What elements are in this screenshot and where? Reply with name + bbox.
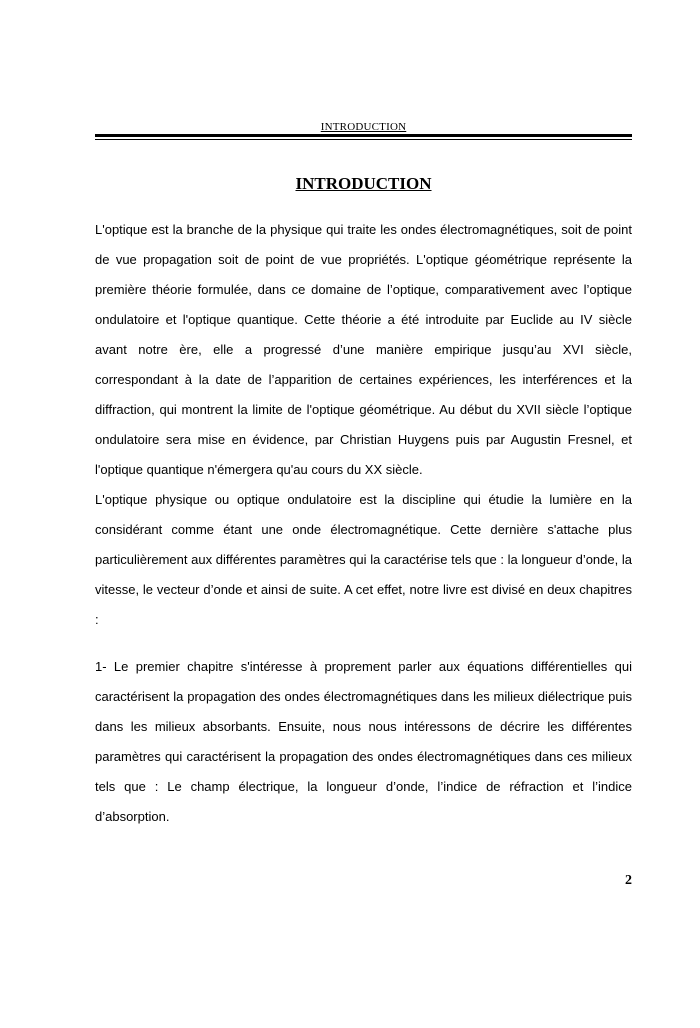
- running-header: INTRODUCTION: [320, 121, 407, 133]
- page-title: INTRODUCTION: [295, 174, 432, 193]
- header-rule-thin: [95, 139, 632, 140]
- paragraph-chapter-one: 1- Le premier chapitre s'intéresse à proprement parler aux équations différentielles qui caractérisent la propagation des ondes électromagnétiques dans les milieux diélectrique puis dans les milieux absorbants. Ensuite, nous nous intéressons de décrire les différentes paramètres qui caractérisent la propagation des ondes électromagnétiques dans ces milieux tels que : Le champ électrique, la longueur d’onde, l’indice de réfraction et l’indice d’absorption.: [95, 659, 632, 824]
- body-section-intro: [95, 215, 632, 635]
- paragraph-optics-history: L'optique est la branche de la physique qui traite les ondes électromagnétiques, soit de point de vue propagation soit de point de vue propriétés. L'optique géométrique représente la première théorie formulée, dans ce domaine de l’optique, comparativement avec l’optique ondulatoire et l'optique quantique. Cette théorie a été introduite par Euclide au IV siècle avant notre ère, elle a progressé d’une manière empirique jusqu’au XVI siècle, correspondant à la date de l’apparition de certaines expériences, les interférences et la diffraction, qui montrent la limite de l'optique géométrique. Au début du XVII siècle l’optique ondulatoire sera mise en évidence, par Christian Huygens puis par Augustin Fresnel, et l'optique quantique n'émergera qu'au cours du XX siècle.: [95, 222, 632, 477]
- page-number: 2: [625, 873, 632, 888]
- header-rule-thick: [95, 134, 632, 137]
- body-section-chapters: [95, 652, 632, 832]
- paragraph-physical-optics: L'optique physique ou optique ondulatoire est la discipline qui étudie la lumière en la considérant comme étant une onde électromagnétique. Cette dernière s'attache plus particulièrement aux différentes paramètres qui la caractérise tels que : la longueur d’onde, la vitesse, le vecteur d’onde et ainsi de suite. A cet effet, notre livre est divisé en deux chapitres :: [95, 492, 632, 627]
